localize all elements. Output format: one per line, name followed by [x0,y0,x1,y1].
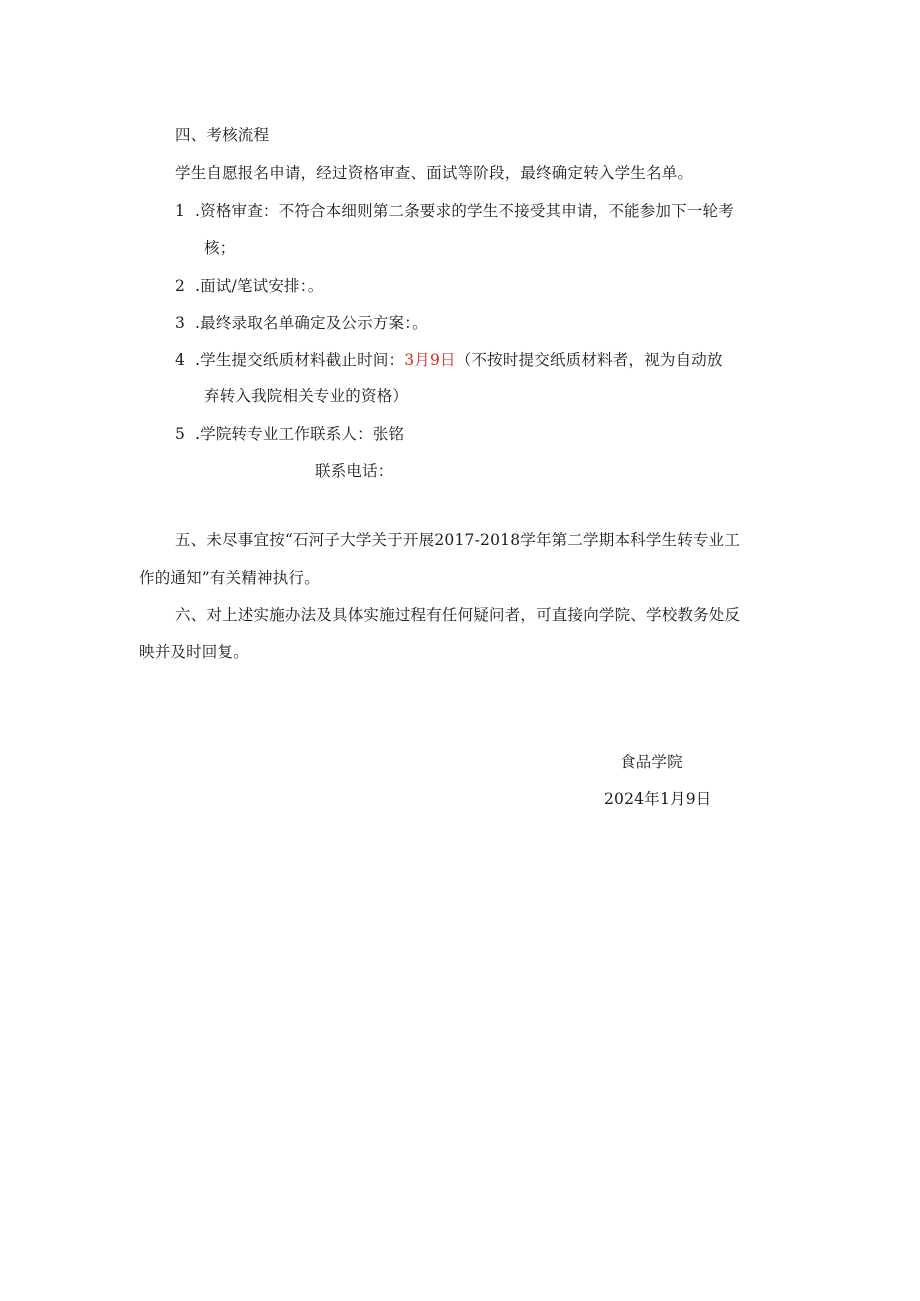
item-5-number: 5 [175,425,186,443]
item-5-text: .学院转专业工作联系人：张铭 [195,425,405,443]
item-1-text: .资格审查：不符合本细则第二条要求的学生不接受其申请，不能参加下一轮考 [195,202,734,220]
item-4-label: .学生提交纸质材料截止时间： [195,351,405,369]
contact-phone-label: 联系电话： [315,462,394,480]
section-4-heading: 四、考核流程 [175,126,270,144]
signature-date: 2024年1月9日 [604,790,712,808]
section-5-line-2: 作的通知”有关精神执行。 [139,569,320,587]
deadline-date: 3月9日 [404,351,456,369]
section-6-line-1: 六、对上述实施办法及具体实施过程有任何疑问者，可直接向学院、学校教务处反 [175,606,741,624]
item-3-text: .最终录取名单确定及公示方案：。 [195,314,428,332]
signature-org: 食品学院 [620,753,683,771]
item-2-text: .面试/笔试安排：。 [195,277,324,295]
section-5-line-1: 五、未尽事宜按“石河子大学关于开展2017-2018学年第二学期本科学生转专业工 [175,531,741,549]
item-4-note: （不按时提交纸质材料者，视为自动放 [455,351,723,369]
item-4-number: 4 [175,351,186,369]
item-4-continuation: 弃转入我院相关专业的资格） [204,387,409,405]
item-4-text [195,350,723,370]
section-4-intro: 学生自愿报名申请，经过资格审查、面试等阶段，最终确定转入学生名单。 [175,164,694,182]
item-3-number: 3 [175,314,186,332]
item-1-continuation: 核； [204,239,236,257]
item-2-number: 2 [175,277,186,295]
item-1-number: 1 [175,202,186,220]
section-6-line-2: 映并及时回复。 [139,643,249,661]
